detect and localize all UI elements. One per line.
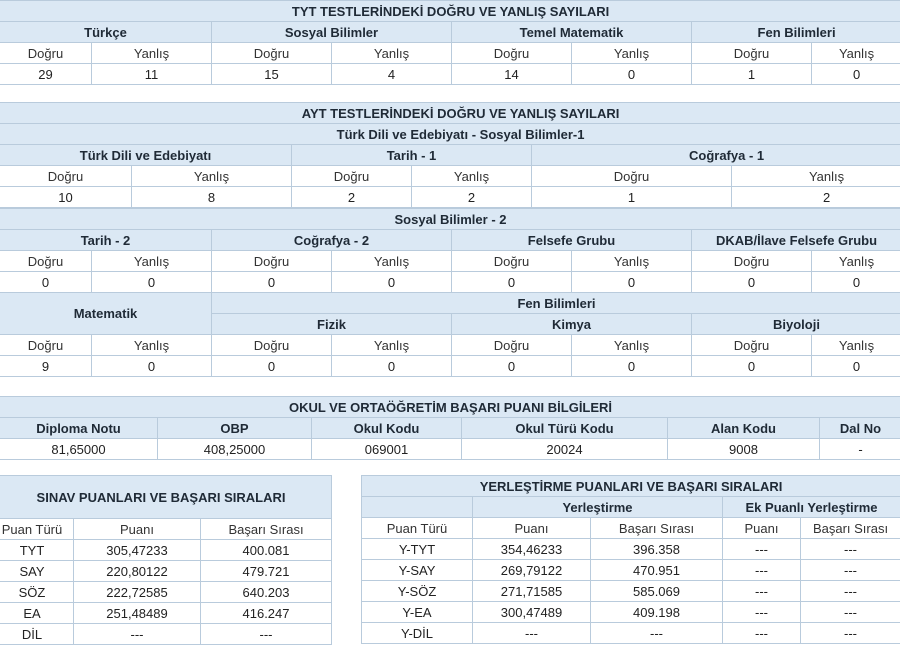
dogru-label: Doğru [692,335,812,356]
ayt-value: 0 [812,272,900,293]
tyt-value: 29 [0,64,92,85]
ayt-value: 10 [0,187,132,208]
dogru-label: Doğru [212,335,332,356]
sinav-cell: 305,47233 [74,540,201,561]
yanlis-label: Yanlış [92,43,212,64]
yerlestirme-cell: Y-EA [362,602,473,623]
dogru-label: Doğru [292,166,412,187]
tyt-subject-matematik: Temel Matematik [452,22,692,43]
ayt-subject-kimya: Kimya [452,314,692,335]
dogru-label: Doğru [212,251,332,272]
okul-title: OKUL VE ORTAÖĞRETİM BAŞARI PUANI BİLGİLERİ [0,397,900,418]
okul-header: Alan Kodu [668,418,820,439]
yerlestirme-cell: 585.069 [591,581,723,602]
tyt-value: 15 [212,64,332,85]
yerlestirme-cell: Y-TYT [362,539,473,560]
yerlestirme-cell: 271,71585 [473,581,591,602]
yerlestirme-cell: --- [723,539,801,560]
tyt-subject-turkce: Türkçe [0,22,212,43]
sinav-header: Puanı [74,519,201,540]
yerlestirme-cell: 300,47489 [473,602,591,623]
tyt-value: 0 [812,64,900,85]
yanlis-label: Yanlış [412,166,532,187]
ayt-value: 0 [572,356,692,377]
dogru-label: Doğru [692,43,812,64]
sinav-cell: 220,80122 [74,561,201,582]
tyt-title: TYT TESTLERİNDEKİ DOĞRU VE YANLIŞ SAYILARI [0,1,900,22]
okul-header: OBP [158,418,312,439]
ayt-value: 0 [692,272,812,293]
okul-value: - [820,439,900,460]
okul-value: 9008 [668,439,820,460]
yanlis-label: Yanlış [572,43,692,64]
ayt-value: 0 [572,272,692,293]
sinav-cell: SÖZ [0,582,74,603]
yerlestirme-cell: --- [723,602,801,623]
okul-value: 20024 [462,439,668,460]
okul-value: 81,65000 [0,439,158,460]
yerlestirme-cell: --- [723,560,801,581]
yanlis-label: Yanlış [812,335,900,356]
ayt-subject-tarih2: Tarih - 2 [0,230,212,251]
yerlestirme-sub2: Ek Puanlı Yerleştirme [723,497,900,518]
okul-value: 408,25000 [158,439,312,460]
yanlis-label: Yanlış [812,43,900,64]
dogru-label: Doğru [692,251,812,272]
yerlestirme-cell: --- [801,560,900,581]
sinav-cell: 251,48489 [74,603,201,624]
ayt-value: 0 [452,356,572,377]
sinav-cell: TYT [0,540,74,561]
tyt-table [0,0,900,85]
dogru-label: Doğru [532,166,732,187]
ayt-value: 0 [452,272,572,293]
dogru-label: Doğru [452,251,572,272]
dogru-label: Doğru [452,335,572,356]
yanlis-label: Yanlış [572,335,692,356]
ayt-subject-dkab: DKAB/İlave Felsefe Grubu [692,230,900,251]
okul-header: Okul Kodu [312,418,462,439]
yerlestirme-cell: --- [591,623,723,644]
sinav-title: SINAV PUANLARI VE BAŞARI SIRALARI [0,476,332,519]
yanlis-label: Yanlış [572,251,692,272]
yerlestirme-header: Başarı Sırası [591,518,723,539]
sinav-cell: EA [0,603,74,624]
ayt-subject-cografya1: Coğrafya - 1 [532,145,900,166]
ayt-group2-title: Sosyal Bilimler - 2 [0,209,900,230]
yerlestirme-cell: 354,46233 [473,539,591,560]
yerlestirme-header: Puanı [473,518,591,539]
dogru-label: Doğru [452,43,572,64]
ayt-value: 2 [292,187,412,208]
ayt-value: 0 [212,272,332,293]
yerlestirme-cell: --- [801,602,900,623]
yanlis-label: Yanlış [732,166,900,187]
yerlestirme-cell: --- [723,623,801,644]
sinav-cell: 640.203 [201,582,332,603]
yerlestirme-cell: 409.198 [591,602,723,623]
yerlestirme-header: Başarı Sırası [801,518,900,539]
ayt-value: 0 [0,272,92,293]
ayt-value: 1 [532,187,732,208]
ayt-value: 0 [332,272,452,293]
dogru-label: Doğru [0,43,92,64]
yerlestirme-cell: Y-SÖZ [362,581,473,602]
sinav-table [0,475,332,645]
ayt-table-2 [0,208,900,377]
sinav-header: Başarı Sırası [201,519,332,540]
ayt-group1-title: Türk Dili ve Edebiyatı - Sosyal Bilimler-1 [0,124,900,145]
sinav-cell: SAY [0,561,74,582]
sinav-header: Puan Türü [0,519,74,540]
ayt-subject-edebiyat: Türk Dili ve Edebiyatı [0,145,292,166]
ayt-subject-cografya2: Coğrafya - 2 [212,230,452,251]
yerlestirme-cell: 269,79122 [473,560,591,581]
dogru-label: Doğru [0,251,92,272]
tyt-value: 1 [692,64,812,85]
yerlestirme-cell: --- [801,623,900,644]
yanlis-label: Yanlış [332,335,452,356]
yerlestirme-cell: Y-DİL [362,623,473,644]
yerlestirme-cell: 470.951 [591,560,723,581]
ayt-value: 0 [92,272,212,293]
yerlestirme-cell: Y-SAY [362,560,473,581]
sinav-cell: DİL [0,624,74,645]
yerlestirme-title: YERLEŞTİRME PUANLARI VE BAŞARI SIRALARI [362,476,900,497]
yerlestirme-header: Puanı [723,518,801,539]
yanlis-label: Yanlış [332,43,452,64]
yanlis-label: Yanlış [132,166,292,187]
tyt-value: 14 [452,64,572,85]
ayt-subject-biyoloji: Biyoloji [692,314,900,335]
ayt-value: 8 [132,187,292,208]
tyt-subject-sosyal: Sosyal Bilimler [212,22,452,43]
sinav-cell: 400.081 [201,540,332,561]
yerlestirme-cell: --- [473,623,591,644]
yanlis-label: Yanlış [92,251,212,272]
okul-table [0,396,900,460]
yanlis-label: Yanlış [812,251,900,272]
sinav-cell: 416.247 [201,603,332,624]
tyt-value: 4 [332,64,452,85]
ayt-subject-tarih1: Tarih - 1 [292,145,532,166]
ayt-value: 9 [0,356,92,377]
ayt-subject-felsefe: Felsefe Grubu [452,230,692,251]
okul-header: Diploma Notu [0,418,158,439]
ayt-subject-fizik: Fizik [212,314,452,335]
ayt-value: 2 [732,187,900,208]
okul-value: 069001 [312,439,462,460]
ayt-value: 0 [692,356,812,377]
ayt-value: 0 [332,356,452,377]
ayt-value: 0 [92,356,212,377]
yerlestirme-blank [362,497,473,518]
sinav-cell: 222,72585 [74,582,201,603]
sinav-cell: --- [74,624,201,645]
ayt-title: AYT TESTLERİNDEKİ DOĞRU VE YANLIŞ SAYILARI [0,103,900,124]
dogru-label: Doğru [0,166,132,187]
tyt-value: 11 [92,64,212,85]
yerlestirme-header: Puan Türü [362,518,473,539]
yerlestirme-table [361,475,900,644]
okul-header: Okul Türü Kodu [462,418,668,439]
dogru-label: Doğru [212,43,332,64]
yanlis-label: Yanlış [92,335,212,356]
yerlestirme-sub1: Yerleştirme [473,497,723,518]
yerlestirme-cell: --- [723,581,801,602]
yerlestirme-cell: 396.358 [591,539,723,560]
tyt-value: 0 [572,64,692,85]
sinav-cell: 479.721 [201,561,332,582]
ayt-value: 2 [412,187,532,208]
tyt-subject-fen: Fen Bilimleri [692,22,900,43]
okul-header: Dal No [820,418,900,439]
ayt-table [0,102,900,208]
ayt-value: 0 [812,356,900,377]
sinav-cell: --- [201,624,332,645]
ayt-subject-matematik: Matematik [0,293,212,335]
ayt-value: 0 [212,356,332,377]
yerlestirme-cell: --- [801,581,900,602]
yerlestirme-cell: --- [801,539,900,560]
dogru-label: Doğru [0,335,92,356]
ayt-fen-title: Fen Bilimleri [212,293,900,314]
yanlis-label: Yanlış [332,251,452,272]
